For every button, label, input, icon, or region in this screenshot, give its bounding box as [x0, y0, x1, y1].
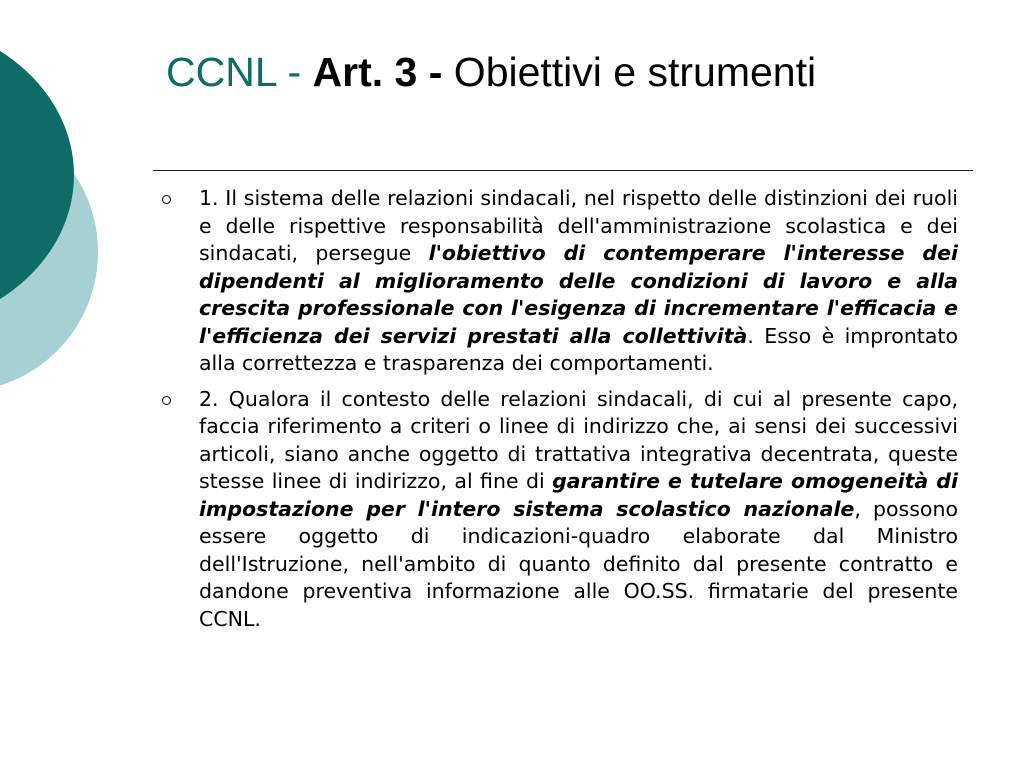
bullet-1-emphasis: l'obiettivo di contemperare l'interesse dei dipendenti al miglioramento delle condizioni di lavoro e alla crescita professionale con l'esigenza di incrementare l'efficacia e l'efficienza dei servizi prestati alla collettività — [199, 241, 959, 348]
title-divider — [153, 170, 973, 171]
bullet-circle-icon — [162, 195, 171, 204]
bullet-1-text-after: . Esso è improntato alla correttezza e trasparenza dei comportamenti. — [199, 323, 958, 375]
bullet-circle-icon — [162, 396, 171, 405]
title-article: Art. 3 - — [312, 49, 443, 95]
bullet-item-1 — [160, 185, 958, 378]
bullet-list — [160, 185, 958, 641]
bullet-2-text-before: 2. Qualora il contesto delle relazioni sindacali, di cui al presente capo, faccia riferimento a criteri o linee di indirizzo che, ai sensi dei successivi articoli, siano anche oggetto di trattativa integrativa decentrata, queste stesse linee di indirizzo, al fine di — [199, 386, 958, 493]
title-suffix: Obiettivi e strumenti — [442, 49, 817, 95]
bullet-2-emphasis: garantire e tutelare omogeneità di impostazione per l'intero sistema scolastico nazionale — [199, 469, 958, 521]
slide-title — [166, 50, 816, 95]
bullet-2-text-after: , possono essere oggetto di indicazioni-quadro elaborate dal Ministro dell'Istruzione, nell'ambito di quanto definito dal presente contratto e dandone preventiva informazione alle OO.SS. firmatarie del presente CCNL. — [199, 496, 958, 631]
title-prefix: CCNL - — [166, 49, 313, 95]
bullet-1-text-before: 1. Il sistema delle relazioni sindacali, nel rispetto delle distinzioni dei ruoli e delle rispettive responsabilità dell'amministrazione scolastica e dei sindacati, persegue — [199, 186, 958, 265]
bullet-item-2 — [160, 386, 958, 634]
